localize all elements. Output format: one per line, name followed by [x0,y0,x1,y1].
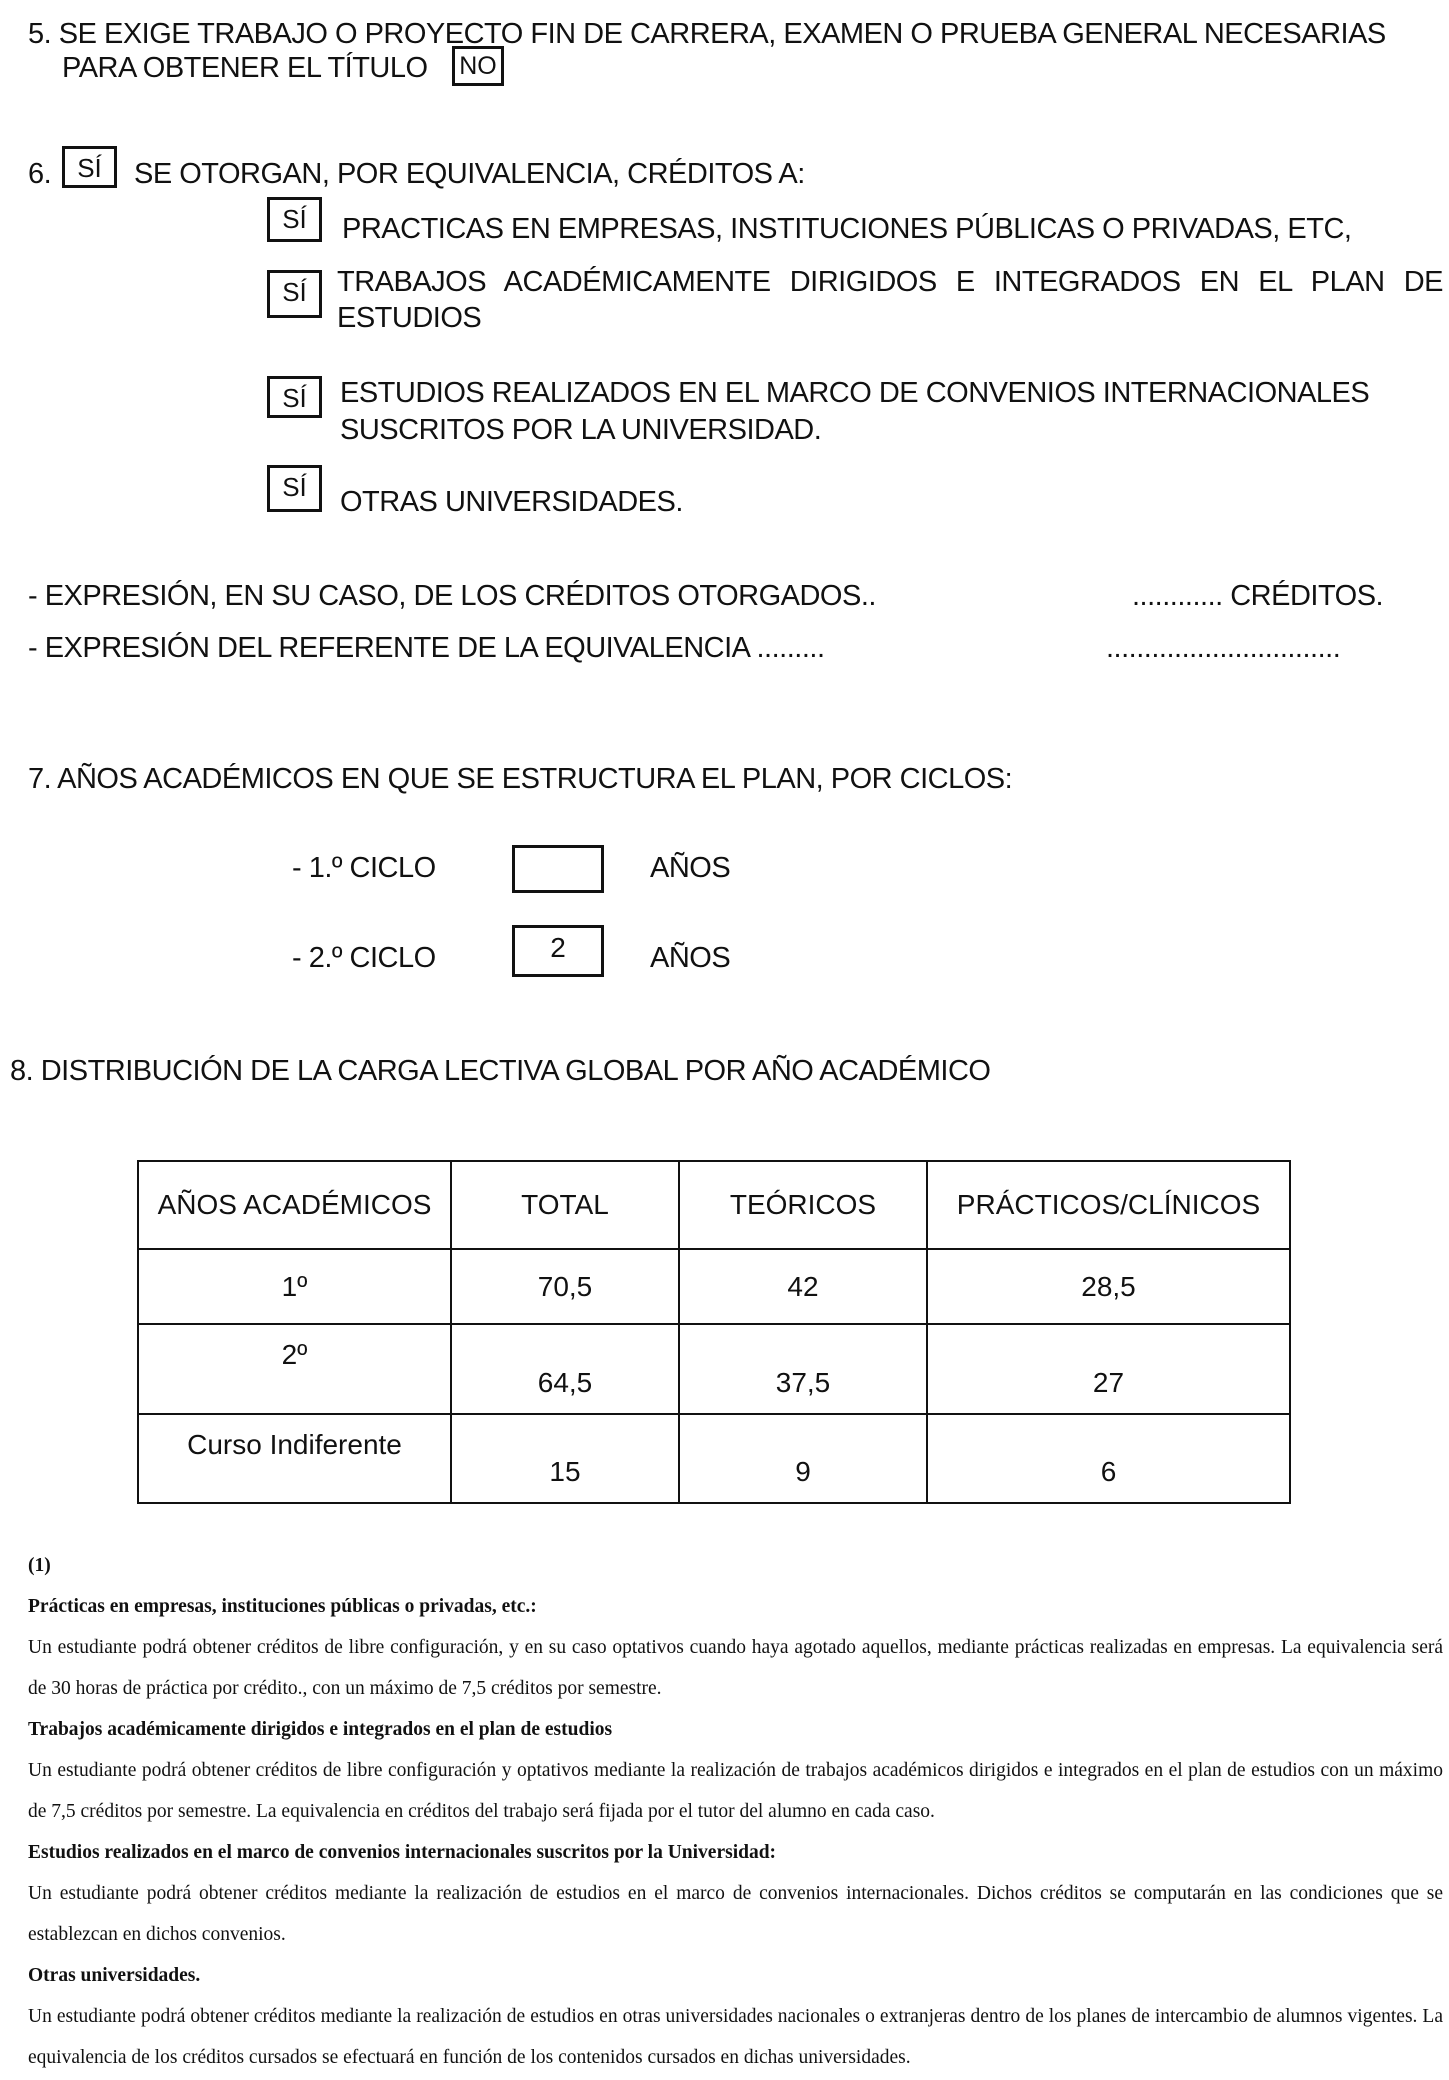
table-cell: 64,5 [451,1324,679,1414]
item3-checkbox: SÍ [267,376,322,418]
section5-answer-box: NO [452,46,504,86]
ciclo1-unit: AÑOS [650,852,731,884]
table-row [138,1414,1290,1503]
note-heading-practicas: Prácticas en empresas, instituciones públicas o privadas, etc.: [28,1596,537,1617]
carga-lectiva-table [137,1160,1289,1500]
item3-line2: SUSCRITOS POR LA UNIVERSIDAD. [340,414,822,446]
note-paragraph-convenios: Un estudiante podrá obtener créditos mediante la realización de estudios en el marco de convenios internacionales. Dichos créditos se computarán en las condiciones que se establezcan en dichos convenios. [28,1883,1443,1945]
table-cell: 1º [138,1249,451,1324]
note-paragraph-practicas: Un estudiante podrá obtener créditos de libre configuración, y en su caso optativos cuando haya agotado aquellos, mediante prácticas realizadas en empresas. La equivalencia será de 30 horas de práctica por crédito., con un máximo de 7,5 créditos por semestre. [28,1637,1443,1699]
section6-text: SE OTORGAN, POR EQUIVALENCIA, CRÉDITOS A: [134,158,805,190]
item3-line1: ESTUDIOS REALIZADOS EN EL MARCO DE CONVENIOS INTERNACIONALES [340,377,1370,409]
section8-title: 8. DISTRIBUCIÓN DE LA CARGA LECTIVA GLOBAL POR AÑO ACADÉMICO [10,1055,991,1087]
item1-text: PRACTICAS EN EMPRESAS, INSTITUCIONES PÚBLICAS O PRIVADAS, ETC, [342,213,1352,245]
table-header-row [138,1161,1290,1249]
table-cell: 2º [138,1324,451,1414]
ciclo1-label: - 1.º CICLO [292,852,436,884]
section6-number: 6. [28,158,52,190]
note-heading-otras: Otras universidades. [28,1965,201,1986]
creditos-value: ............ CRÉDITOS. [1132,580,1384,612]
table-cell: 37,5 [679,1324,927,1414]
table-cell: 15 [451,1414,679,1503]
table-cell: 70,5 [451,1249,679,1324]
ciclo2-label: - 2.º CICLO [292,942,436,974]
ciclo2-value-box: 2 [512,925,604,977]
section5-line2: PARA OBTENER EL TÍTULO [62,52,428,84]
footnotes [28,1545,1443,2078]
table-header-cell: TEÓRICOS [679,1161,927,1249]
note-paragraph-otras: Un estudiante podrá obtener créditos mediante la realización de estudios en otras universidades nacionales o extranjeras dentro de los planes de intercambio de alumnos vigentes. La equivalencia de los créditos cursados se efectuará en función de los contenidos cursados en dichas universidades. [28,2006,1443,2068]
table-cell: 6 [927,1414,1290,1503]
expresion-creditos: - EXPRESIÓN, EN SU CASO, DE LOS CRÉDITOS OTORGADOS.. [28,580,876,612]
note-heading-trabajos: Trabajos académicamente dirigidos e integrados en el plan de estudios [28,1719,613,1740]
footnote-ref: (1) [28,1555,51,1576]
item2-line2: ESTUDIOS [337,302,482,334]
table-cell: Curso Indiferente [138,1414,451,1503]
item4-text: OTRAS UNIVERSIDADES. [340,486,683,518]
ciclo1-value-box [512,845,604,893]
note-paragraph-trabajos: Un estudiante podrá obtener créditos de libre configuración y optativos mediante la realización de trabajos académicos dirigidos e integrados en el plan de estudios con un máximo de 7,5 créditos por semestre. La equivalencia en créditos del trabajo será fijada por el tutor del alumno en cada caso. [28,1760,1443,1822]
note-heading-convenios: Estudios realizados en el marco de convenios internacionales suscritos por la Universidad: [28,1842,777,1863]
table-header-cell: AÑOS ACADÉMICOS [138,1161,451,1249]
table-cell: 28,5 [927,1249,1290,1324]
item2-checkbox: SÍ [267,270,322,318]
expresion-referente: - EXPRESIÓN DEL REFERENTE DE LA EQUIVALENCIA ......... [28,632,825,664]
table-header-cell: PRÁCTICOS/CLÍNICOS [927,1161,1290,1249]
section5-line1: 5. SE EXIGE TRABAJO O PROYECTO FIN DE CARRERA, EXAMEN O PRUEBA GENERAL NECESARIAS [28,18,1386,50]
item4-checkbox: SÍ [267,465,322,512]
table-cell: 42 [679,1249,927,1324]
table-cell: 9 [679,1414,927,1503]
table-row [138,1249,1290,1324]
table-row [138,1324,1290,1414]
section7-title: 7. AÑOS ACADÉMICOS EN QUE SE ESTRUCTURA EL PLAN, POR CICLOS: [28,763,1013,795]
table-header-cell: TOTAL [451,1161,679,1249]
item2-line1: TRABAJOS ACADÉMICAMENTE DIRIGIDOS E INTEGRADOS EN EL PLAN DE [337,266,1443,298]
ciclo2-unit: AÑOS [650,942,731,974]
item1-checkbox: SÍ [267,197,322,242]
section6-answer-box: SÍ [62,146,117,188]
referente-value: ............................... [1106,632,1341,664]
table-cell: 27 [927,1324,1290,1414]
